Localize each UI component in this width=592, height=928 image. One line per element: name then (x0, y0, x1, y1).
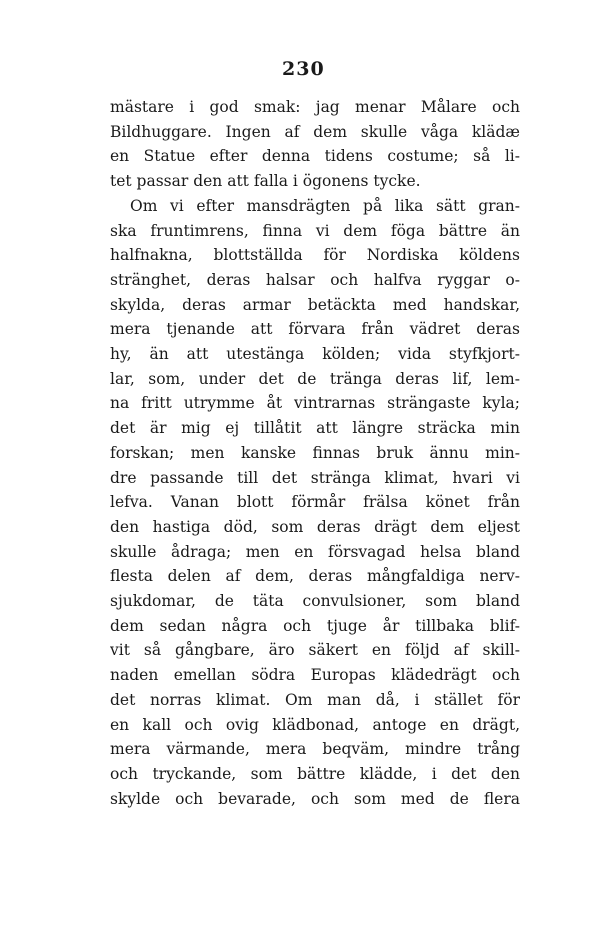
text-line: Bildhuggare. Ingen af dem skulle våga klädæ (110, 122, 520, 141)
text-line: skylde och bevarade, och som med de flera (110, 789, 520, 808)
text-line: tet passar den att falla i ögonens tycke. (110, 172, 421, 191)
text-line: skulle ådraga; men en försvagad helsa bland (110, 542, 520, 561)
text-line: mera tjenande att förvara från vädret deras (110, 320, 520, 339)
text-line: hy, än att utestänga kölden; vida styfkjort- (110, 345, 520, 364)
text-line: dre passande till det stränga klimat, hvari vi (110, 468, 520, 487)
text-line: mera värmande, mera beqväm, mindre trång (110, 740, 520, 759)
paragraph-start-line: Om vi efter mansdrägten på lika sätt gran- (130, 196, 520, 215)
text-line: halfnakna, blottställda för Nordiska köldens (110, 246, 520, 265)
text-line: stränghet, deras halsar och halfva ryggar o- (110, 270, 520, 289)
text-line: naden emellan södra Europas klädedrägt och (110, 666, 520, 685)
text-line: ska fruntimrens, finna vi dem föga bättre än (110, 221, 520, 240)
text-line: och tryckande, som bättre klädde, i det den (110, 764, 520, 783)
text-line: lefva. Vanan blott förmår frälsa könet från (110, 493, 520, 512)
text-line: mästare i god smak: jag menar Målare och (110, 98, 520, 116)
text-line: na fritt utrymme åt vintrarnas strängaste kyla; (110, 394, 520, 413)
text-line: det norras klimat. Om man då, i stället för (110, 690, 520, 709)
text-line: lar, som, under det de tränga deras lif, lem- (110, 369, 520, 388)
text-line: en kall och ovig klädbonad, antoge en drägt, (110, 715, 520, 734)
text-line: sjukdomar, de täta convulsioner, som bland (110, 592, 520, 611)
text-line: flesta delen af dem, deras mångfaldiga nerv- (110, 567, 520, 586)
text-line: vit så gångbare, äro säkert en följd af skill- (110, 641, 520, 660)
page-number: 230 (282, 58, 325, 80)
body-text (110, 95, 520, 811)
text-line: forskan; men kanske finnas bruk ännu min- (110, 443, 520, 462)
text-line: det är mig ej tillåtit att längre sträcka min (110, 419, 520, 438)
text-line: den hastiga död, som deras drägt dem eljest (110, 517, 520, 536)
text-line: dem sedan några och tjuge år tillbaka blif- (110, 616, 520, 635)
text-line: en Statue efter denna tidens costume; så li- (110, 147, 520, 166)
text-line: skylda, deras armar betäckta med handskar, (110, 295, 520, 314)
